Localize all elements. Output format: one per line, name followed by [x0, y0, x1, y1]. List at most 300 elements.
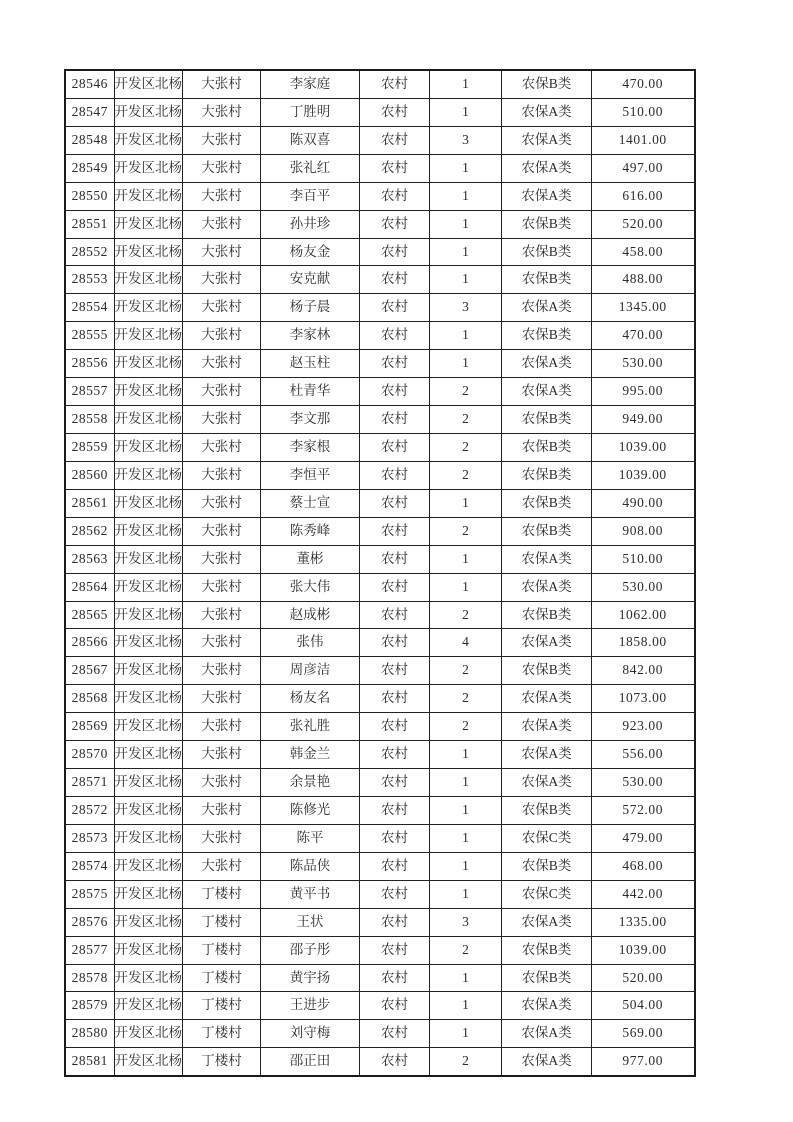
cell-person-count: 1 — [430, 796, 502, 824]
cell-person-count: 2 — [430, 406, 502, 434]
cell-amount: 1401.00 — [592, 126, 695, 154]
cell-household-type: 农村 — [360, 741, 430, 769]
cell-district: 开发区北杨 — [114, 657, 183, 685]
cell-insurance-category: 农保B类 — [502, 964, 592, 992]
cell-record-id: 28560 — [65, 461, 114, 489]
cell-insurance-category: 农保B类 — [502, 70, 592, 98]
cell-person-count: 1 — [430, 573, 502, 601]
cell-household-type: 农村 — [360, 992, 430, 1020]
cell-person-count: 1 — [430, 741, 502, 769]
cell-person-count: 2 — [430, 517, 502, 545]
cell-record-id: 28558 — [65, 406, 114, 434]
cell-person-name: 张伟 — [261, 629, 360, 657]
benefit-roster-table — [64, 69, 696, 1077]
cell-district: 开发区北杨 — [114, 1020, 183, 1048]
cell-amount: 1062.00 — [592, 601, 695, 629]
cell-household-type: 农村 — [360, 1048, 430, 1076]
table-row — [65, 461, 695, 489]
table-row — [65, 154, 695, 182]
cell-household-type: 农村 — [360, 210, 430, 238]
cell-household-type: 农村 — [360, 182, 430, 210]
cell-record-id: 28573 — [65, 824, 114, 852]
cell-person-count: 1 — [430, 964, 502, 992]
cell-person-name: 陈品侠 — [261, 852, 360, 880]
cell-district: 开发区北杨 — [114, 266, 183, 294]
table-row — [65, 294, 695, 322]
cell-village: 大张村 — [183, 657, 261, 685]
cell-district: 开发区北杨 — [114, 1048, 183, 1076]
table-row — [65, 629, 695, 657]
cell-amount: 616.00 — [592, 182, 695, 210]
cell-village: 大张村 — [183, 489, 261, 517]
cell-insurance-category: 农保A类 — [502, 294, 592, 322]
cell-village: 大张村 — [183, 378, 261, 406]
cell-person-count: 1 — [430, 545, 502, 573]
cell-person-count: 1 — [430, 489, 502, 517]
cell-insurance-category: 农保A类 — [502, 378, 592, 406]
cell-record-id: 28579 — [65, 992, 114, 1020]
cell-record-id: 28562 — [65, 517, 114, 545]
cell-record-id: 28556 — [65, 350, 114, 378]
cell-household-type: 农村 — [360, 126, 430, 154]
cell-amount: 530.00 — [592, 573, 695, 601]
cell-insurance-category: 农保B类 — [502, 796, 592, 824]
cell-record-id: 28550 — [65, 182, 114, 210]
cell-record-id: 28557 — [65, 378, 114, 406]
cell-household-type: 农村 — [360, 685, 430, 713]
cell-village: 大张村 — [183, 852, 261, 880]
cell-insurance-category: 农保A类 — [502, 685, 592, 713]
table-row — [65, 769, 695, 797]
cell-record-id: 28577 — [65, 936, 114, 964]
table-row — [65, 378, 695, 406]
cell-person-name: 董彬 — [261, 545, 360, 573]
cell-insurance-category: 农保A类 — [502, 545, 592, 573]
cell-amount: 977.00 — [592, 1048, 695, 1076]
cell-person-name: 王状 — [261, 908, 360, 936]
cell-district: 开发区北杨 — [114, 964, 183, 992]
cell-amount: 1858.00 — [592, 629, 695, 657]
cell-district: 开发区北杨 — [114, 98, 183, 126]
cell-district: 开发区北杨 — [114, 322, 183, 350]
table-row — [65, 406, 695, 434]
cell-person-count: 1 — [430, 852, 502, 880]
cell-village: 丁楼村 — [183, 880, 261, 908]
cell-district: 开发区北杨 — [114, 601, 183, 629]
cell-insurance-category: 农保A类 — [502, 126, 592, 154]
cell-person-name: 余景艳 — [261, 769, 360, 797]
cell-village: 大张村 — [183, 517, 261, 545]
cell-person-count: 1 — [430, 98, 502, 126]
cell-amount: 1039.00 — [592, 936, 695, 964]
cell-amount: 497.00 — [592, 154, 695, 182]
table-row — [65, 852, 695, 880]
cell-household-type: 农村 — [360, 322, 430, 350]
cell-record-id: 28572 — [65, 796, 114, 824]
cell-record-id: 28548 — [65, 126, 114, 154]
cell-person-count: 1 — [430, 350, 502, 378]
cell-household-type: 农村 — [360, 936, 430, 964]
cell-person-count: 2 — [430, 713, 502, 741]
cell-amount: 556.00 — [592, 741, 695, 769]
cell-district: 开发区北杨 — [114, 629, 183, 657]
cell-record-id: 28580 — [65, 1020, 114, 1048]
cell-amount: 842.00 — [592, 657, 695, 685]
cell-record-id: 28549 — [65, 154, 114, 182]
cell-amount: 923.00 — [592, 713, 695, 741]
cell-insurance-category: 农保C类 — [502, 824, 592, 852]
cell-insurance-category: 农保C类 — [502, 880, 592, 908]
cell-household-type: 农村 — [360, 880, 430, 908]
cell-person-name: 李恒平 — [261, 461, 360, 489]
cell-household-type: 农村 — [360, 601, 430, 629]
cell-insurance-category: 农保B类 — [502, 461, 592, 489]
table-row — [65, 489, 695, 517]
cell-village: 丁楼村 — [183, 992, 261, 1020]
cell-village: 大张村 — [183, 796, 261, 824]
cell-amount: 510.00 — [592, 98, 695, 126]
cell-person-count: 2 — [430, 461, 502, 489]
cell-district: 开发区北杨 — [114, 517, 183, 545]
cell-district: 开发区北杨 — [114, 238, 183, 266]
cell-district: 开发区北杨 — [114, 936, 183, 964]
cell-amount: 949.00 — [592, 406, 695, 434]
cell-village: 大张村 — [183, 545, 261, 573]
cell-village: 大张村 — [183, 154, 261, 182]
cell-person-count: 1 — [430, 182, 502, 210]
cell-person-count: 1 — [430, 266, 502, 294]
cell-district: 开发区北杨 — [114, 713, 183, 741]
cell-record-id: 28547 — [65, 98, 114, 126]
cell-person-name: 李家根 — [261, 433, 360, 461]
cell-household-type: 农村 — [360, 154, 430, 182]
table-row — [65, 545, 695, 573]
cell-household-type: 农村 — [360, 461, 430, 489]
cell-district: 开发区北杨 — [114, 126, 183, 154]
cell-village: 大张村 — [183, 182, 261, 210]
cell-village: 大张村 — [183, 98, 261, 126]
cell-village: 大张村 — [183, 573, 261, 601]
cell-village: 丁楼村 — [183, 1020, 261, 1048]
cell-village: 大张村 — [183, 126, 261, 154]
cell-person-count: 2 — [430, 936, 502, 964]
cell-district: 开发区北杨 — [114, 852, 183, 880]
cell-person-name: 韩金兰 — [261, 741, 360, 769]
cell-amount: 995.00 — [592, 378, 695, 406]
cell-household-type: 农村 — [360, 852, 430, 880]
cell-insurance-category: 农保B类 — [502, 210, 592, 238]
table-row — [65, 350, 695, 378]
cell-household-type: 农村 — [360, 433, 430, 461]
cell-insurance-category: 农保B类 — [502, 238, 592, 266]
cell-insurance-category: 农保B类 — [502, 852, 592, 880]
cell-district: 开发区北杨 — [114, 992, 183, 1020]
cell-record-id: 28559 — [65, 433, 114, 461]
table-row — [65, 182, 695, 210]
cell-village: 大张村 — [183, 294, 261, 322]
cell-insurance-category: 农保A类 — [502, 154, 592, 182]
cell-record-id: 28561 — [65, 489, 114, 517]
cell-person-name: 杨友名 — [261, 685, 360, 713]
table-row — [65, 741, 695, 769]
cell-household-type: 农村 — [360, 378, 430, 406]
cell-amount: 442.00 — [592, 880, 695, 908]
cell-record-id: 28552 — [65, 238, 114, 266]
cell-district: 开发区北杨 — [114, 350, 183, 378]
cell-insurance-category: 农保B类 — [502, 406, 592, 434]
cell-district: 开发区北杨 — [114, 210, 183, 238]
table-row — [65, 266, 695, 294]
cell-household-type: 农村 — [360, 769, 430, 797]
cell-village: 丁楼村 — [183, 1048, 261, 1076]
table-row — [65, 1048, 695, 1076]
cell-person-count: 3 — [430, 908, 502, 936]
cell-person-count: 1 — [430, 1020, 502, 1048]
cell-village: 大张村 — [183, 238, 261, 266]
table-row — [65, 601, 695, 629]
cell-record-id: 28565 — [65, 601, 114, 629]
cell-record-id: 28551 — [65, 210, 114, 238]
cell-record-id: 28581 — [65, 1048, 114, 1076]
cell-person-name: 邵子彤 — [261, 936, 360, 964]
cell-amount: 908.00 — [592, 517, 695, 545]
cell-insurance-category: 农保A类 — [502, 98, 592, 126]
cell-village: 大张村 — [183, 713, 261, 741]
cell-amount: 490.00 — [592, 489, 695, 517]
cell-amount: 569.00 — [592, 1020, 695, 1048]
cell-household-type: 农村 — [360, 657, 430, 685]
table-row — [65, 964, 695, 992]
cell-village: 大张村 — [183, 629, 261, 657]
cell-person-count: 2 — [430, 657, 502, 685]
cell-district: 开发区北杨 — [114, 489, 183, 517]
table-row — [65, 126, 695, 154]
cell-person-count: 1 — [430, 238, 502, 266]
cell-amount: 1039.00 — [592, 433, 695, 461]
cell-person-name: 蔡士宣 — [261, 489, 360, 517]
cell-insurance-category: 农保A类 — [502, 573, 592, 601]
cell-record-id: 28570 — [65, 741, 114, 769]
cell-amount: 470.00 — [592, 70, 695, 98]
cell-person-name: 李家林 — [261, 322, 360, 350]
cell-person-name: 王进步 — [261, 992, 360, 1020]
table-row — [65, 1020, 695, 1048]
cell-village: 大张村 — [183, 769, 261, 797]
cell-district: 开发区北杨 — [114, 406, 183, 434]
cell-amount: 510.00 — [592, 545, 695, 573]
cell-person-name: 赵成彬 — [261, 601, 360, 629]
table-row — [65, 433, 695, 461]
cell-record-id: 28576 — [65, 908, 114, 936]
cell-household-type: 农村 — [360, 350, 430, 378]
cell-amount: 530.00 — [592, 769, 695, 797]
cell-insurance-category: 农保A类 — [502, 713, 592, 741]
cell-record-id: 28567 — [65, 657, 114, 685]
cell-household-type: 农村 — [360, 238, 430, 266]
cell-person-name: 邵正田 — [261, 1048, 360, 1076]
cell-village: 大张村 — [183, 433, 261, 461]
cell-district: 开发区北杨 — [114, 545, 183, 573]
cell-village: 大张村 — [183, 406, 261, 434]
cell-record-id: 28578 — [65, 964, 114, 992]
cell-person-count: 1 — [430, 824, 502, 852]
table-row — [65, 238, 695, 266]
cell-village: 大张村 — [183, 601, 261, 629]
cell-person-count: 1 — [430, 880, 502, 908]
cell-household-type: 农村 — [360, 266, 430, 294]
cell-amount: 1039.00 — [592, 461, 695, 489]
cell-record-id: 28574 — [65, 852, 114, 880]
cell-amount: 1073.00 — [592, 685, 695, 713]
cell-insurance-category: 农保A类 — [502, 1048, 592, 1076]
cell-district: 开发区北杨 — [114, 154, 183, 182]
cell-person-name: 杜青华 — [261, 378, 360, 406]
cell-person-name: 刘守梅 — [261, 1020, 360, 1048]
cell-household-type: 农村 — [360, 824, 430, 852]
cell-household-type: 农村 — [360, 545, 430, 573]
cell-amount: 479.00 — [592, 824, 695, 852]
cell-person-name: 安克献 — [261, 266, 360, 294]
table-row — [65, 992, 695, 1020]
cell-person-count: 3 — [430, 126, 502, 154]
table-row — [65, 98, 695, 126]
cell-amount: 470.00 — [592, 322, 695, 350]
cell-amount: 520.00 — [592, 210, 695, 238]
cell-person-name: 陈秀峰 — [261, 517, 360, 545]
cell-village: 大张村 — [183, 266, 261, 294]
cell-district: 开发区北杨 — [114, 294, 183, 322]
cell-household-type: 农村 — [360, 517, 430, 545]
table-row — [65, 685, 695, 713]
cell-amount: 572.00 — [592, 796, 695, 824]
table-row — [65, 908, 695, 936]
cell-person-count: 2 — [430, 601, 502, 629]
cell-person-name: 李家庭 — [261, 70, 360, 98]
cell-household-type: 农村 — [360, 70, 430, 98]
cell-district: 开发区北杨 — [114, 824, 183, 852]
cell-person-count: 1 — [430, 322, 502, 350]
cell-person-count: 4 — [430, 629, 502, 657]
cell-district: 开发区北杨 — [114, 461, 183, 489]
cell-insurance-category: 农保B类 — [502, 936, 592, 964]
cell-person-name: 陈修光 — [261, 796, 360, 824]
cell-district: 开发区北杨 — [114, 685, 183, 713]
cell-district: 开发区北杨 — [114, 70, 183, 98]
cell-person-count: 3 — [430, 294, 502, 322]
cell-person-count: 1 — [430, 210, 502, 238]
cell-person-name: 张礼胜 — [261, 713, 360, 741]
cell-person-count: 2 — [430, 433, 502, 461]
table-row — [65, 210, 695, 238]
cell-record-id: 28571 — [65, 769, 114, 797]
cell-person-name: 周彦洁 — [261, 657, 360, 685]
cell-village: 大张村 — [183, 70, 261, 98]
cell-person-count: 2 — [430, 378, 502, 406]
cell-person-count: 2 — [430, 685, 502, 713]
cell-district: 开发区北杨 — [114, 796, 183, 824]
cell-amount: 458.00 — [592, 238, 695, 266]
cell-district: 开发区北杨 — [114, 433, 183, 461]
cell-insurance-category: 农保B类 — [502, 489, 592, 517]
cell-record-id: 28546 — [65, 70, 114, 98]
cell-household-type: 农村 — [360, 964, 430, 992]
cell-village: 大张村 — [183, 824, 261, 852]
cell-household-type: 农村 — [360, 908, 430, 936]
cell-person-name: 丁胜明 — [261, 98, 360, 126]
cell-household-type: 农村 — [360, 98, 430, 126]
cell-record-id: 28555 — [65, 322, 114, 350]
cell-amount: 504.00 — [592, 992, 695, 1020]
table-row — [65, 796, 695, 824]
cell-person-count: 1 — [430, 769, 502, 797]
cell-person-name: 李百平 — [261, 182, 360, 210]
cell-district: 开发区北杨 — [114, 741, 183, 769]
cell-household-type: 农村 — [360, 629, 430, 657]
cell-person-count: 1 — [430, 154, 502, 182]
cell-amount: 1335.00 — [592, 908, 695, 936]
cell-village: 丁楼村 — [183, 908, 261, 936]
cell-insurance-category: 农保A类 — [502, 1020, 592, 1048]
table-body — [65, 70, 695, 1076]
table-row — [65, 322, 695, 350]
cell-village: 大张村 — [183, 741, 261, 769]
cell-district: 开发区北杨 — [114, 769, 183, 797]
cell-amount: 468.00 — [592, 852, 695, 880]
cell-record-id: 28563 — [65, 545, 114, 573]
cell-person-name: 孙井珍 — [261, 210, 360, 238]
cell-village: 大张村 — [183, 685, 261, 713]
cell-district: 开发区北杨 — [114, 378, 183, 406]
cell-person-name: 黄宇扬 — [261, 964, 360, 992]
cell-person-name: 张礼红 — [261, 154, 360, 182]
cell-person-count: 1 — [430, 992, 502, 1020]
table-row — [65, 880, 695, 908]
cell-insurance-category: 农保B类 — [502, 601, 592, 629]
cell-household-type: 农村 — [360, 713, 430, 741]
cell-person-name: 赵玉柱 — [261, 350, 360, 378]
table-row — [65, 70, 695, 98]
cell-person-name: 黄平书 — [261, 880, 360, 908]
cell-insurance-category: 农保A类 — [502, 741, 592, 769]
cell-person-name: 张大伟 — [261, 573, 360, 601]
cell-village: 丁楼村 — [183, 964, 261, 992]
cell-amount: 1345.00 — [592, 294, 695, 322]
cell-district: 开发区北杨 — [114, 908, 183, 936]
cell-amount: 488.00 — [592, 266, 695, 294]
cell-village: 大张村 — [183, 210, 261, 238]
cell-record-id: 28553 — [65, 266, 114, 294]
cell-person-count: 2 — [430, 1048, 502, 1076]
cell-village: 大张村 — [183, 322, 261, 350]
cell-household-type: 农村 — [360, 489, 430, 517]
cell-insurance-category: 农保B类 — [502, 517, 592, 545]
cell-village: 丁楼村 — [183, 936, 261, 964]
cell-village: 大张村 — [183, 350, 261, 378]
cell-insurance-category: 农保A类 — [502, 350, 592, 378]
cell-person-name: 李文那 — [261, 406, 360, 434]
cell-insurance-category: 农保A类 — [502, 182, 592, 210]
cell-insurance-category: 农保A类 — [502, 629, 592, 657]
cell-household-type: 农村 — [360, 406, 430, 434]
cell-household-type: 农村 — [360, 1020, 430, 1048]
cell-record-id: 28554 — [65, 294, 114, 322]
cell-district: 开发区北杨 — [114, 182, 183, 210]
cell-insurance-category: 农保B类 — [502, 322, 592, 350]
cell-household-type: 农村 — [360, 294, 430, 322]
cell-district: 开发区北杨 — [114, 880, 183, 908]
cell-insurance-category: 农保A类 — [502, 992, 592, 1020]
cell-household-type: 农村 — [360, 796, 430, 824]
